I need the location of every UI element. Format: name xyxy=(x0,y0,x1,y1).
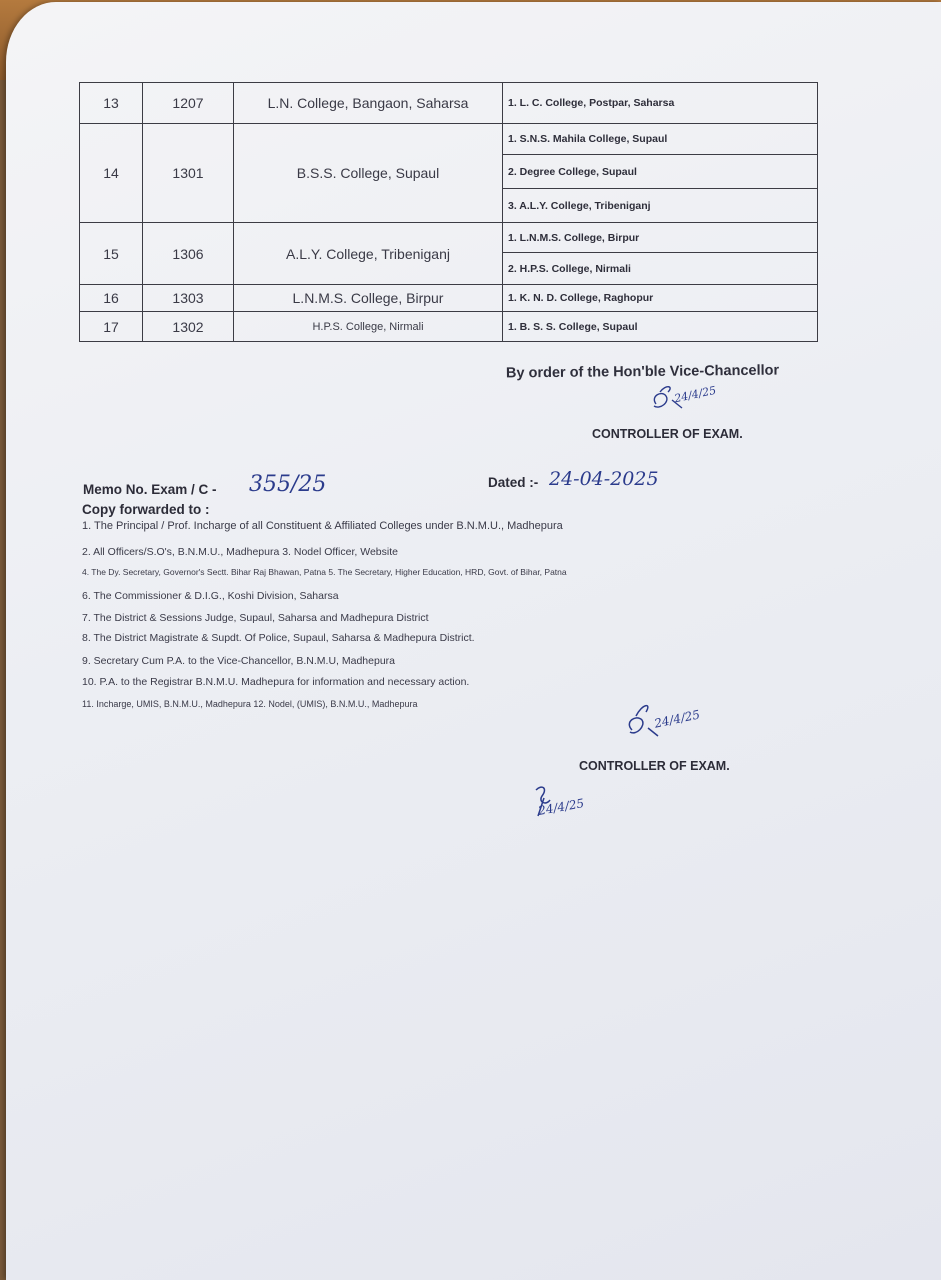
allocated-college-cell: 1. K. N. D. College, Raghopur xyxy=(503,285,818,312)
serial-cell: 16 xyxy=(80,285,143,312)
college-code-cell: 1207 xyxy=(143,83,234,124)
copy-recipient: 2. All Officers/S.O's, B.N.M.U., Madhepura 3. Nodel Officer, Website xyxy=(82,546,398,558)
allocated-college-cell: 2. Degree College, Supaul xyxy=(503,155,818,189)
college-code-cell: 1301 xyxy=(143,124,234,223)
dated-label: Dated :- xyxy=(488,475,539,490)
copy-recipient: 6. The Commissioner & D.I.G., Koshi Division, Saharsa xyxy=(82,590,339,602)
copy-recipient: 11. Incharge, UMIS, B.N.M.U., Madhepura 12. Nodel, (UMIS), B.N.M.U., Madhepura xyxy=(82,699,418,709)
college-name-cell: L.N.M.S. College, Birpur xyxy=(234,285,503,312)
serial-cell: 14 xyxy=(80,124,143,223)
college-code-cell: 1303 xyxy=(143,285,234,312)
copy-recipient: 9. Secretary Cum P.A. to the Vice-Chancellor, B.N.M.U, Madhepura xyxy=(82,655,396,667)
copy-recipient: 8. The District Magistrate & Supdt. Of Police, Supaul, Saharsa & Madhepura District. xyxy=(82,632,475,644)
table-row xyxy=(80,223,818,253)
table-row xyxy=(80,285,818,312)
college-name-cell: H.P.S. College, Nirmali xyxy=(234,312,503,342)
table-row xyxy=(80,312,818,342)
order-statement: By order of the Hon'ble Vice-Chancellor xyxy=(505,362,780,382)
college-name-cell: B.S.S. College, Supaul xyxy=(234,124,503,223)
allocated-college-cell: 1. S.N.S. Mahila College, Supaul xyxy=(503,124,818,155)
allocated-college-cell: 1. L. C. College, Postpar, Saharsa xyxy=(503,83,818,124)
serial-cell: 15 xyxy=(80,223,143,285)
allocated-college-cell: 1. B. S. S. College, Supaul xyxy=(503,312,818,342)
dated-value: 24-04-2025 xyxy=(549,468,659,490)
college-name-cell: L.N. College, Bangaon, Saharsa xyxy=(234,83,503,124)
college-code-cell: 1302 xyxy=(143,312,234,342)
copy-forwarded-heading: Copy forwarded to : xyxy=(82,502,210,517)
signature-graphic xyxy=(622,700,712,749)
allocated-college-cell: 2. H.P.S. College, Nirmali xyxy=(503,253,818,285)
serial-cell: 13 xyxy=(80,83,143,124)
serial-cell: 17 xyxy=(80,312,143,342)
college-code-cell: 1306 xyxy=(143,223,234,285)
initial-graphic xyxy=(528,780,608,847)
controller-designation: CONTROLLER OF EXAM. xyxy=(592,427,743,441)
signature-date: 24/4/25 xyxy=(653,707,702,731)
memo-label: Memo No. Exam / C - xyxy=(83,482,217,497)
college-name-cell: A.L.Y. College, Tribeniganj xyxy=(234,223,503,285)
controller-designation: CONTROLLER OF EXAM. xyxy=(579,759,730,773)
allocated-college-cell: 3. A.L.Y. College, Tribeniganj xyxy=(503,189,818,223)
table-row xyxy=(80,124,818,155)
allocation-table xyxy=(79,82,818,342)
table-row xyxy=(80,83,818,124)
initial-date: 24/4/25 xyxy=(537,796,586,818)
copy-recipient: 1. The Principal / Prof. Incharge of all Constituent & Affiliated Colleges under B.N.M.U., Madhepura xyxy=(82,520,563,532)
signature-date: 24/4/25 xyxy=(673,383,718,406)
allocated-college-cell: 1. L.N.M.S. College, Birpur xyxy=(503,223,818,253)
copy-recipient: 10. P.A. to the Registrar B.N.M.U. Madhepura for information and necessary action. xyxy=(82,676,470,688)
copy-recipient: 7. The District & Sessions Judge, Supaul, Saharsa and Madhepura District xyxy=(82,612,429,624)
copy-recipient: 4. The Dy. Secretary, Governor's Sectt. Bihar Raj Bhawan, Patna 5. The Secretary, Higher Education, HRD, Govt. of Bihar, Patna xyxy=(82,567,567,577)
memo-number: 355/25 xyxy=(249,472,327,497)
signature-graphic xyxy=(648,382,730,423)
